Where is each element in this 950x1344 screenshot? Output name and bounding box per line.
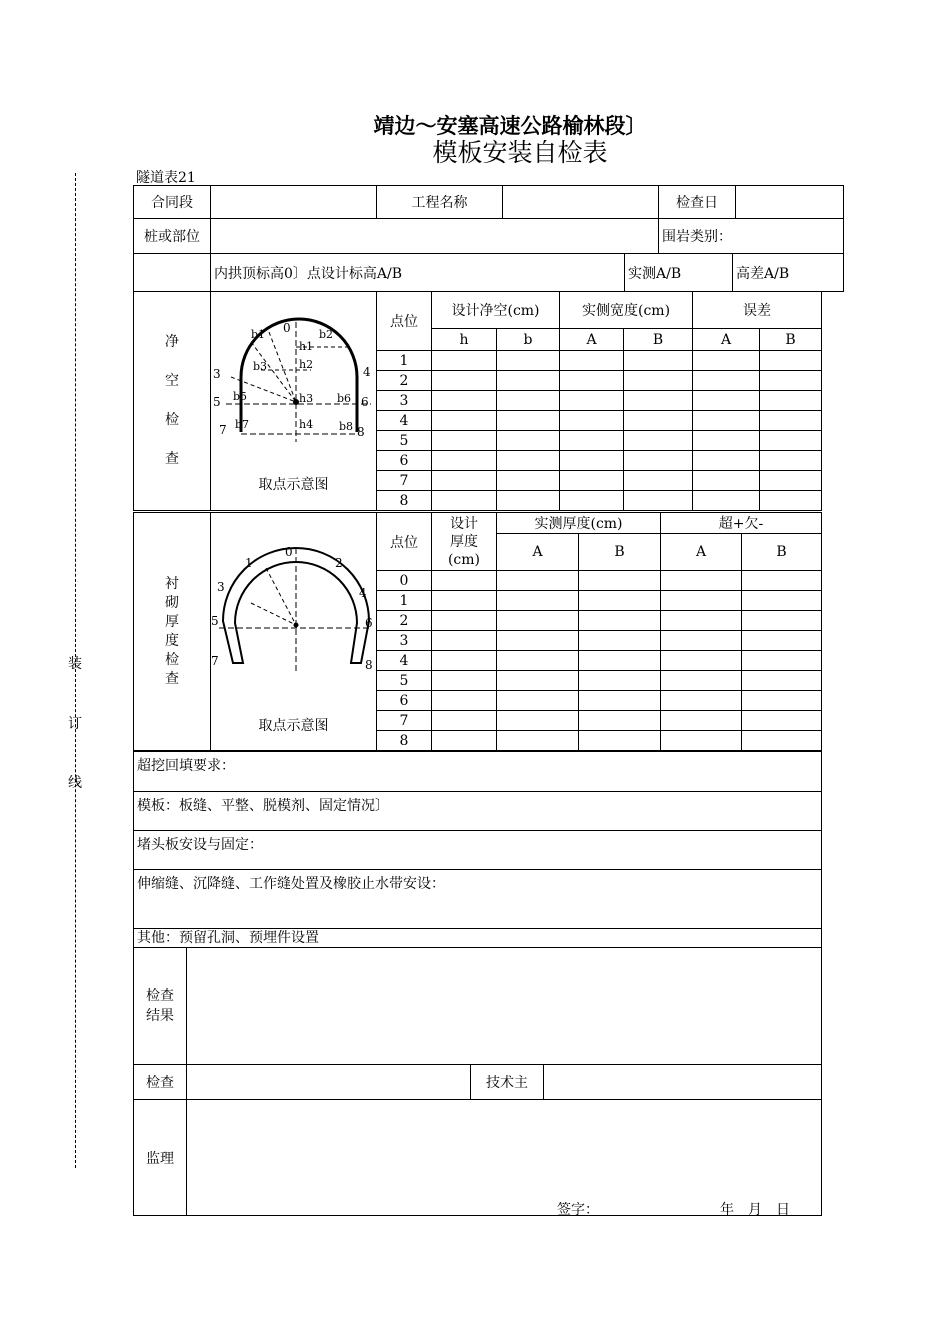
inspector-value[interactable] xyxy=(187,1065,471,1100)
lining-cell[interactable] xyxy=(579,591,661,611)
lining-sub-over-a: A xyxy=(661,534,742,571)
lining-cell[interactable] xyxy=(432,591,497,611)
svg-text:6: 6 xyxy=(365,616,373,630)
document-title: 靖边～安塞高速公路榆林段〕 xyxy=(373,114,647,138)
inspection-table xyxy=(133,185,844,292)
svg-text:h1: h1 xyxy=(299,340,314,353)
svg-text:4: 4 xyxy=(363,365,371,379)
clearance-cell[interactable] xyxy=(560,471,624,491)
lining-table xyxy=(133,512,822,751)
clearance-cell[interactable] xyxy=(560,391,624,411)
lining-cell[interactable] xyxy=(742,731,822,751)
lining-cell[interactable] xyxy=(742,631,822,651)
lining-diagram-caption: 取点示意图 xyxy=(258,718,329,734)
lining-cell[interactable] xyxy=(432,611,497,631)
lining-cell[interactable] xyxy=(742,571,822,591)
clearance-cell[interactable] xyxy=(760,451,822,471)
clearance-design-header: 设计净空(cm) xyxy=(432,292,560,329)
clearance-row-point: 1 xyxy=(377,351,432,371)
station-label: 桩或部位 xyxy=(134,219,211,254)
notes-table xyxy=(133,751,822,1216)
clearance-cell[interactable] xyxy=(693,451,760,471)
svg-text:b3: b3 xyxy=(253,360,268,373)
binding-char-1: 装 xyxy=(68,656,82,672)
clearance-cell[interactable] xyxy=(497,491,560,511)
project-name-label: 工程名称 xyxy=(377,186,503,219)
station-value[interactable] xyxy=(211,219,659,254)
lining-cell[interactable] xyxy=(579,711,661,731)
clearance-cell[interactable] xyxy=(693,351,760,371)
stopend-note: 堵头板安设与固定： xyxy=(134,831,822,870)
lining-cell[interactable] xyxy=(497,591,579,611)
svg-text:h4: h4 xyxy=(299,418,314,431)
svg-text:b1: b1 xyxy=(251,328,266,341)
clearance-row-point: 3 xyxy=(377,391,432,411)
lining-diagram xyxy=(211,513,375,678)
clearance-cell[interactable] xyxy=(497,391,560,411)
binding-char-2: 订 xyxy=(68,716,82,732)
clearance-sub-measured-b: B xyxy=(624,329,693,351)
lining-cell[interactable] xyxy=(579,691,661,711)
lining-cell[interactable] xyxy=(497,611,579,631)
clearance-row-point: 8 xyxy=(377,491,432,511)
clearance-cell[interactable] xyxy=(760,391,822,411)
clearance-cell[interactable] xyxy=(760,471,822,491)
svg-text:7: 7 xyxy=(219,423,227,437)
lining-row-point: 6 xyxy=(377,691,432,711)
clearance-cell[interactable] xyxy=(432,371,497,391)
lining-cell[interactable] xyxy=(661,591,742,611)
clearance-cell[interactable] xyxy=(497,431,560,451)
lining-cell[interactable] xyxy=(742,691,822,711)
lining-cell[interactable] xyxy=(661,631,742,651)
lining-sub-measured-a: A xyxy=(497,534,579,571)
binding-char-3: 线 xyxy=(68,775,82,791)
lining-cell[interactable] xyxy=(432,671,497,691)
lining-cell[interactable] xyxy=(579,611,661,631)
label-p0: 0 xyxy=(283,321,291,335)
tech-label: 技术主 xyxy=(471,1065,544,1100)
lining-sub-measured-b: B xyxy=(579,534,661,571)
signature-label: 签字： xyxy=(557,1202,599,1218)
svg-text:8: 8 xyxy=(357,425,365,439)
svg-text:b5: b5 xyxy=(233,390,248,403)
lining-cell[interactable] xyxy=(497,651,579,671)
lining-cell[interactable] xyxy=(432,731,497,751)
lining-cell[interactable] xyxy=(432,651,497,671)
svg-text:3: 3 xyxy=(217,580,225,594)
clearance-cell[interactable] xyxy=(624,411,693,431)
result-label: 检查 结果 xyxy=(134,948,187,1065)
clearance-cell[interactable] xyxy=(624,471,693,491)
other-note: 其他：预留孔洞、预埋件设置 xyxy=(134,929,822,948)
svg-text:5: 5 xyxy=(211,614,219,628)
document-subtitle: 模板安装自检表 xyxy=(432,138,608,167)
clearance-cell[interactable] xyxy=(560,451,624,471)
tech-value[interactable] xyxy=(544,1065,822,1100)
lining-cell[interactable] xyxy=(661,611,742,631)
clearance-cell[interactable] xyxy=(432,411,497,431)
svg-text:8: 8 xyxy=(365,658,373,672)
clearance-cell[interactable] xyxy=(432,491,497,511)
lining-cell[interactable] xyxy=(661,671,742,691)
lining-row-point: 1 xyxy=(377,591,432,611)
clearance-cell[interactable] xyxy=(624,391,693,411)
formwork-note: 模板：板缝、平整、脱模剂、固定情况〕 xyxy=(134,792,822,831)
lining-row-point: 0 xyxy=(377,571,432,591)
clearance-row-point: 2 xyxy=(377,371,432,391)
lining-cell[interactable] xyxy=(661,571,742,591)
lining-cell[interactable] xyxy=(661,711,742,731)
elevation-diff-label: 高差A/B xyxy=(733,254,844,292)
inspector-label: 检查 xyxy=(134,1065,187,1100)
clearance-sub-error-a: A xyxy=(693,329,760,351)
clearance-cell[interactable] xyxy=(432,471,497,491)
lining-cell[interactable] xyxy=(579,571,661,591)
project-name-value[interactable] xyxy=(503,186,659,219)
clearance-cell[interactable] xyxy=(693,391,760,411)
clearance-cell[interactable] xyxy=(693,491,760,511)
overbreak-note: 超挖回填要求： xyxy=(134,752,822,792)
clearance-cell[interactable] xyxy=(560,371,624,391)
clearance-cell[interactable] xyxy=(693,431,760,451)
svg-text:b7: b7 xyxy=(235,418,250,431)
lining-cell[interactable] xyxy=(579,731,661,751)
elevation-design-label: 内拱顶标高0〕点设计标高A/B xyxy=(211,254,625,292)
lining-cell[interactable] xyxy=(497,731,579,751)
clearance-row-point: 6 xyxy=(377,451,432,471)
lining-over-header: 超+欠- xyxy=(661,513,822,534)
lining-cell[interactable] xyxy=(742,611,822,631)
lining-row-point: 5 xyxy=(377,671,432,691)
clearance-cell[interactable] xyxy=(624,371,693,391)
clearance-diagram-cell xyxy=(211,292,377,511)
rock-class-label: 围岩类别： xyxy=(659,219,844,254)
lining-row-point: 8 xyxy=(377,731,432,751)
svg-text:4: 4 xyxy=(359,586,367,600)
clearance-cell[interactable] xyxy=(560,351,624,371)
clearance-row-point: 4 xyxy=(377,411,432,431)
lining-cell[interactable] xyxy=(432,691,497,711)
svg-text:7: 7 xyxy=(211,654,219,668)
lining-cell[interactable] xyxy=(497,711,579,731)
clearance-row-point: 5 xyxy=(377,431,432,451)
contract-label: 合同段 xyxy=(134,186,211,219)
svg-text:h3: h3 xyxy=(299,392,314,405)
clearance-cell[interactable] xyxy=(560,411,624,431)
check-date-value[interactable] xyxy=(736,186,844,219)
contract-value[interactable] xyxy=(211,186,377,219)
clearance-cell[interactable] xyxy=(760,411,822,431)
clearance-cell[interactable] xyxy=(432,431,497,451)
lining-cell[interactable] xyxy=(432,711,497,731)
date-label: 年 月 日 xyxy=(720,1202,790,1218)
clearance-cell[interactable] xyxy=(432,351,497,371)
lining-point-header: 点位 xyxy=(377,513,432,571)
lining-diagram-cell xyxy=(211,513,377,751)
svg-text:6: 6 xyxy=(361,395,369,409)
clearance-cell[interactable] xyxy=(693,411,760,431)
clearance-sub-b: b xyxy=(497,329,560,351)
clearance-cell[interactable] xyxy=(432,451,497,471)
clearance-diagram xyxy=(211,292,375,462)
clearance-cell[interactable] xyxy=(497,411,560,431)
clearance-section-label: 净 空 检 查 xyxy=(134,292,211,511)
clearance-cell[interactable] xyxy=(497,351,560,371)
clearance-cell[interactable] xyxy=(560,491,624,511)
lining-cell[interactable] xyxy=(579,651,661,671)
svg-text:5: 5 xyxy=(213,395,221,409)
lining-cell[interactable] xyxy=(579,631,661,651)
lining-cell[interactable] xyxy=(497,671,579,691)
svg-text:2: 2 xyxy=(335,556,343,570)
clearance-sub-measured-a: A xyxy=(560,329,624,351)
clearance-cell[interactable] xyxy=(760,491,822,511)
lining-row-point: 4 xyxy=(377,651,432,671)
result-value[interactable] xyxy=(187,948,822,1065)
clearance-cell[interactable] xyxy=(760,431,822,451)
lining-cell[interactable] xyxy=(579,671,661,691)
clearance-cell[interactable] xyxy=(497,471,560,491)
lining-cell[interactable] xyxy=(661,731,742,751)
clearance-cell[interactable] xyxy=(760,371,822,391)
lining-cell[interactable] xyxy=(432,631,497,651)
clearance-cell[interactable] xyxy=(560,431,624,451)
clearance-cell[interactable] xyxy=(432,391,497,411)
lining-measured-header: 实测厚度(cm) xyxy=(497,513,661,534)
clearance-sub-h: h xyxy=(432,329,497,351)
svg-text:1: 1 xyxy=(245,556,253,570)
lining-cell[interactable] xyxy=(497,571,579,591)
supervisor-label: 监理 xyxy=(134,1100,187,1216)
clearance-cell[interactable] xyxy=(497,451,560,471)
clearance-cell[interactable] xyxy=(693,371,760,391)
clearance-table xyxy=(133,291,822,511)
lining-section-label: 衬 砌 厚 度 检 查 xyxy=(134,513,211,751)
lining-row-point: 7 xyxy=(377,711,432,731)
clearance-cell[interactable] xyxy=(624,491,693,511)
clearance-point-header: 点位 xyxy=(377,292,432,351)
svg-text:b2: b2 xyxy=(319,328,334,341)
lining-cell[interactable] xyxy=(497,631,579,651)
lining-cell[interactable] xyxy=(742,671,822,691)
lining-cell[interactable] xyxy=(661,651,742,671)
svg-text:3: 3 xyxy=(213,367,221,381)
svg-text:b8: b8 xyxy=(339,420,354,433)
clearance-cell[interactable] xyxy=(624,431,693,451)
lining-row-point: 2 xyxy=(377,611,432,631)
clearance-cell[interactable] xyxy=(693,471,760,491)
check-date-label: 检查日 xyxy=(659,186,736,219)
clearance-cell[interactable] xyxy=(624,451,693,471)
lining-cell[interactable] xyxy=(432,571,497,591)
lining-cell[interactable] xyxy=(497,691,579,711)
svg-text:h2: h2 xyxy=(299,358,314,371)
form-number: 隧道表21 xyxy=(136,170,196,186)
clearance-diagram-caption: 取点示意图 xyxy=(258,477,329,493)
clearance-sub-error-b: B xyxy=(760,329,822,351)
lining-cell[interactable] xyxy=(742,591,822,611)
clearance-cell[interactable] xyxy=(760,351,822,371)
lining-row-point: 3 xyxy=(377,631,432,651)
svg-text:0: 0 xyxy=(285,545,293,559)
clearance-cell[interactable] xyxy=(497,371,560,391)
lining-design-header: 设计 厚度 (cm) xyxy=(432,513,497,571)
lining-sub-over-b: B xyxy=(742,534,822,571)
clearance-measured-header: 实侧宽度(cm) xyxy=(560,292,693,329)
lining-cell[interactable] xyxy=(742,651,822,671)
lining-cell[interactable] xyxy=(742,711,822,731)
elevation-blank xyxy=(134,254,211,292)
clearance-cell[interactable] xyxy=(624,351,693,371)
elevation-measured-label: 实测A/B xyxy=(625,254,733,292)
clearance-row-point: 7 xyxy=(377,471,432,491)
clearance-error-header: 误差 xyxy=(693,292,822,329)
lining-cell[interactable] xyxy=(661,691,742,711)
svg-text:b6: b6 xyxy=(337,392,352,405)
joints-note: 伸缩缝、沉降缝、工作缝处置及橡胶止水带安设： xyxy=(134,870,822,929)
